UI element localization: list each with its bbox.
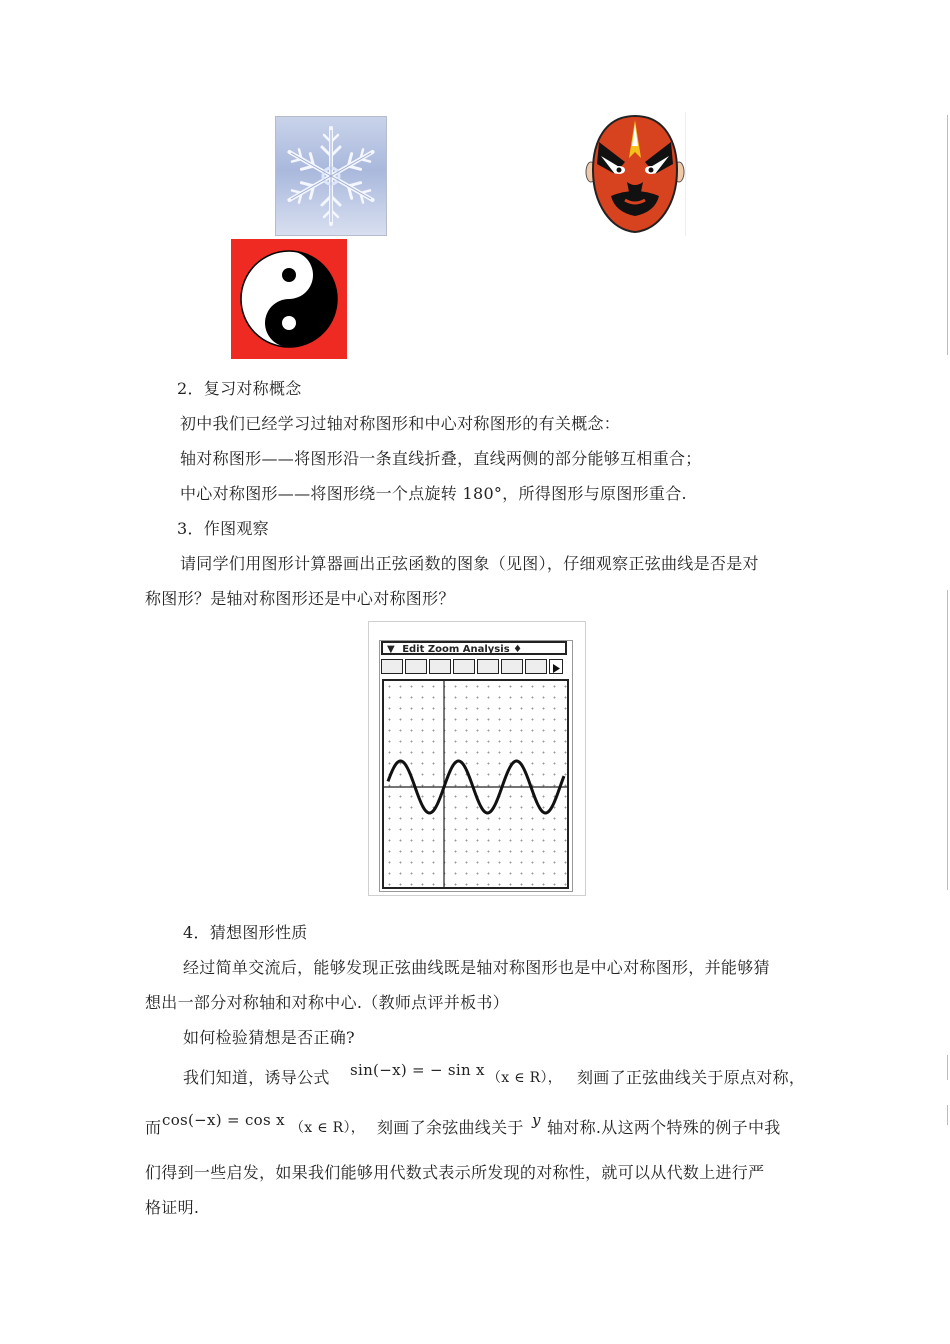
section-3-paragraph-line2: 称图形？是轴对称图形还是中心对称图形？	[145, 589, 455, 608]
sine-origin-symmetry-text: 刻画了正弦曲线关于原点对称，	[577, 1068, 806, 1087]
section-2-heading: 2．复习对称概念	[177, 379, 302, 398]
cosine-even-formula: cos(−x) = cos x	[162, 1111, 285, 1129]
induction-formula-intro: 我们知道，诱导公式	[183, 1068, 330, 1087]
opera-mask-image	[585, 112, 686, 236]
toolbar-zoom-box-icon	[453, 659, 475, 674]
calculator-menu-text: Edit Zoom Analysis ♦	[402, 644, 523, 655]
page-edge-mark	[947, 1055, 948, 1080]
cosine-symmetry-text: 刻画了余弦曲线关于	[377, 1118, 524, 1137]
cosine-symmetry-text-end: 轴对称.从这两个特殊的例子中我	[547, 1118, 781, 1137]
domain-real-2: （x ∈ R），	[290, 1120, 366, 1136]
toolbar-zoom-out-icon	[501, 659, 523, 674]
domain-real-1: （x ∈ R），	[487, 1070, 563, 1086]
toolbar-zoom-in-icon	[477, 659, 499, 674]
section-4-paragraph1-line1: 经过简单交流后，能够发现正弦曲线既是轴对称图形也是中心对称图形，并能够猜	[183, 958, 770, 977]
y-variable: y	[532, 1111, 541, 1129]
section-3-paragraph-line1: 请同学们用图形计算器画出正弦函数的图象（见图），仔细观察正弦曲线是否是对	[180, 554, 759, 573]
sine-graph-plot	[382, 679, 569, 889]
page-edge-mark	[947, 1105, 948, 1125]
page-edge-mark	[947, 590, 948, 890]
graphing-calculator-screenshot	[368, 621, 586, 896]
calculator-menu-bar	[381, 641, 567, 655]
sine-odd-formula: sin(−x) = − sin x	[350, 1061, 485, 1079]
calculator-toolbar	[381, 659, 571, 675]
toolbar-grid-icon	[381, 659, 403, 674]
toolbar-next-arrow-icon	[549, 659, 563, 674]
toolbar-view-window-icon	[429, 659, 451, 674]
section-4-paragraph3-line2: 格证明.	[145, 1198, 200, 1217]
section-4-paragraph3-line1: 们得到一些启发，如果我们能够用代数式表示所发现的对称性，就可以从代数上进行严	[145, 1163, 765, 1182]
toolbar-table-icon	[405, 659, 427, 674]
toolbar-trace-icon	[525, 659, 547, 674]
menu-arrow-icon: ▼	[387, 644, 395, 655]
section-4-question: 如何检验猜想是否正确?	[183, 1028, 355, 1047]
section-3-heading: 3．作图观察	[177, 519, 269, 538]
section-4-paragraph1-line2: 想出一部分对称轴和对称中心.（教师点评并板书）	[145, 993, 509, 1012]
cosine-intro: 而	[145, 1118, 162, 1137]
axial-symmetry-definition: 轴对称图形——将图形沿一条直线折叠，直线两侧的部分能够互相重合；	[180, 449, 702, 468]
snowflake-image	[275, 116, 387, 236]
yin-yang-image	[231, 239, 347, 359]
central-symmetry-definition: 中心对称图形——将图形绕一个点旋转 180°，所得图形与原图形重合.	[180, 484, 687, 503]
section-4-heading: 4．猜想图形性质	[183, 923, 308, 942]
section-2-intro: 初中我们已经学习过轴对称图形和中心对称图形的有关概念：	[180, 414, 621, 433]
page-edge-mark	[947, 115, 948, 355]
